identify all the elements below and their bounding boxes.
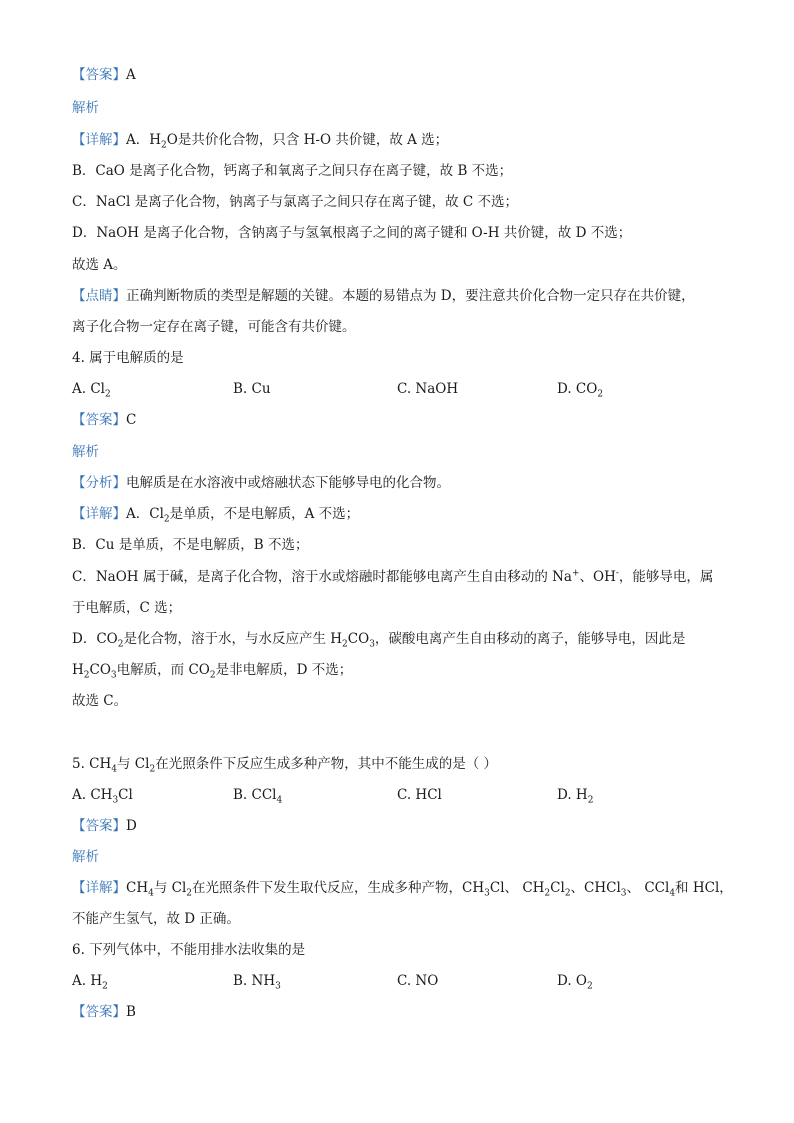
- q3-detail-d: D．NaOH 是离子化合物，含钠离子与氢氧根离子之间的离子键和 O-H 共价键，故 D 不选；: [72, 225, 632, 241]
- q3-analysis-heading: [72, 98, 99, 118]
- q3-answer-line: [72, 65, 136, 85]
- q4-option-b: B. Cu: [233, 381, 271, 397]
- q5-detail-1: 【详解】$CH_4$与 $Cl_2$在光照条件下发生取代反应，生成多种产物，$CH_3Cl$、 $CH_2Cl_2$、CHCl$_3$、 CCl$_4$和 HCl，: [72, 880, 733, 899]
- q3-answer: A: [126, 67, 136, 83]
- q4-option-d: D. $CO_2$: [557, 381, 604, 400]
- q4-fenxi: 【分析】电解质是在水溶液中或熔融状态下能够导电的化合物。: [72, 475, 450, 491]
- answer-tag: 【答案】: [72, 67, 126, 83]
- q6-answer-line: 【答案】B: [72, 1004, 136, 1020]
- q4-answer: C: [126, 412, 137, 428]
- q5-option-b: B. CCl$_4$: [233, 787, 283, 806]
- detail-tag: 【详解】: [72, 132, 126, 148]
- q4-detail-c-2: 于电解质，C 选；: [72, 600, 182, 616]
- q4-detail-d-2: $H_2CO_3$电解质，而 $CO_2$是非电解质，D 不选；: [72, 662, 353, 681]
- q4-option-c: C. NaOH: [397, 381, 459, 397]
- q3-detail-b: B．CaO 是离子化合物，钙离子和氧离子之间只存在离子键，故 B 不选；: [72, 163, 513, 179]
- q4-option-a: A. $Cl_2$: [72, 381, 111, 400]
- q3-detail-c: C．NaCl 是离子化合物，钠离子与氯离子之间只存在离子键，故 C 不选；: [72, 194, 519, 210]
- q4-answer-line: 【答案】C: [72, 412, 137, 428]
- q6-option-a: A. $H_2$: [72, 973, 108, 992]
- analysis-tag: 解析: [72, 100, 99, 116]
- q5-option-c: C. HCl: [397, 787, 442, 803]
- q4-detail-d-1: D．$CO_2$是化合物，溶于水，与水反应产生 $H_2CO_3$，碳酸电离产生自由移动的离子，能够导电，因此是: [72, 631, 686, 650]
- comment-tag: 【点睛】: [72, 288, 126, 304]
- q5-option-a: A. $CH_3Cl$: [72, 787, 133, 806]
- q3-conclusion: 故选 A。: [72, 257, 127, 273]
- q4-detail-c-1: C．NaOH 属于碱，是离子化合物，溶于水或熔融时都能够电离产生自由移动的 Na+、OH-，能够导电，属: [72, 568, 714, 585]
- q4-detail-b: B．Cu 是单质，不是电解质，B 不选；: [72, 537, 309, 553]
- q4-stem: 4. 属于电解质的是: [72, 350, 184, 366]
- q3-comment-2: 离子化合物一定存在离子键，可能含有共价键。: [72, 319, 356, 335]
- q4-detail-a: 【详解】A．$Cl_2$是单质，不是电解质，A 不选；: [72, 506, 360, 525]
- q6-stem: 6. 下列气体中，不能用排水法收集的是: [72, 942, 306, 958]
- q6-option-b: B. $NH_3$: [233, 973, 281, 992]
- q5-answer-line: 【答案】D: [72, 818, 137, 834]
- q6-option-d: D. $O_2$: [557, 973, 593, 992]
- q3-comment-1: 【点睛】正确判断物质的类型是解题的关键。本题的易错点为 D，要注意共价化合物一定只存在共价键，: [72, 288, 695, 304]
- q6-option-c: C. NO: [397, 973, 439, 989]
- q5-stem: 5. $CH_4$与 $Cl_2$在光照条件下反应生成多种产物，其中不能生成的是（ ）: [72, 756, 497, 775]
- q4-analysis-heading: 解析: [72, 444, 99, 460]
- q5-analysis-heading: 解析: [72, 849, 99, 865]
- q5-option-d: D. $H_2$: [557, 787, 594, 806]
- q5-detail-2: 不能产生氢气，故 D 正确。: [72, 911, 240, 927]
- q3-detail-a: 【详解】A．$H_2O$是共价化合物，只含 H-O 共价键，故 A 选；: [72, 132, 449, 151]
- q4-conclusion: 故选 C。: [72, 693, 128, 709]
- q5-answer: D: [126, 818, 137, 834]
- q6-answer: B: [126, 1004, 136, 1020]
- fenxi-tag: 【分析】: [72, 475, 126, 491]
